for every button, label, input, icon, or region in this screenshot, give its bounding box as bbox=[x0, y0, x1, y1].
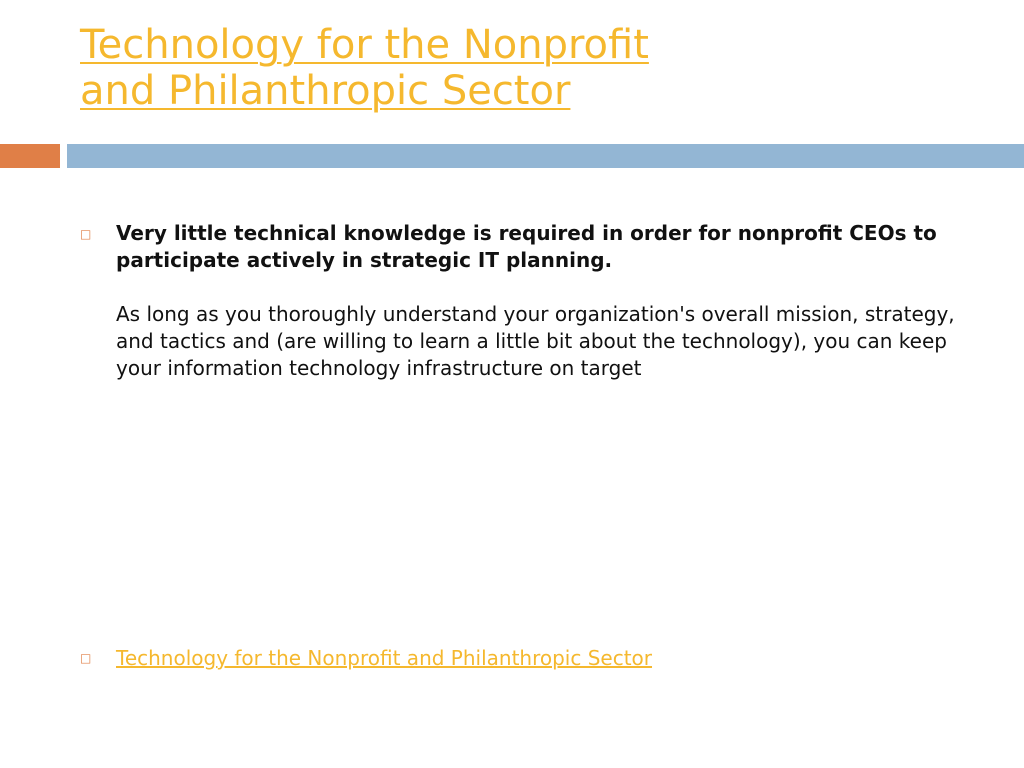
bullet-square-icon: □ bbox=[80, 227, 92, 241]
bullet-item-1 bbox=[116, 220, 996, 382]
accent-bar-orange bbox=[0, 144, 60, 168]
slide-title-line-1[interactable] bbox=[80, 22, 980, 68]
bullet-body-text: As long as you thoroughly understand your organization's overall mission, strategy, and tactics and (are willing to learn a little bit about the technology), you can keep your information technology infrastructure on target bbox=[116, 302, 955, 380]
slide-title-link-2[interactable]: and Philanthropic Sector bbox=[80, 68, 571, 114]
accent-bar-blue bbox=[67, 144, 1024, 168]
slide-title bbox=[80, 22, 980, 114]
bullet-lead-text: Very little technical knowledge is required in order for nonprofit CEOs to participate actively in strategic IT planning. bbox=[116, 221, 937, 272]
slide-title-line-2[interactable] bbox=[80, 68, 980, 114]
bullet-item-2 bbox=[116, 645, 652, 672]
slide-title-link-1[interactable]: Technology for the Nonprofit bbox=[80, 22, 649, 68]
source-link[interactable]: Technology for the Nonprofit and Philanthropic Sector bbox=[116, 646, 653, 670]
bullet-square-icon: □ bbox=[80, 651, 92, 665]
